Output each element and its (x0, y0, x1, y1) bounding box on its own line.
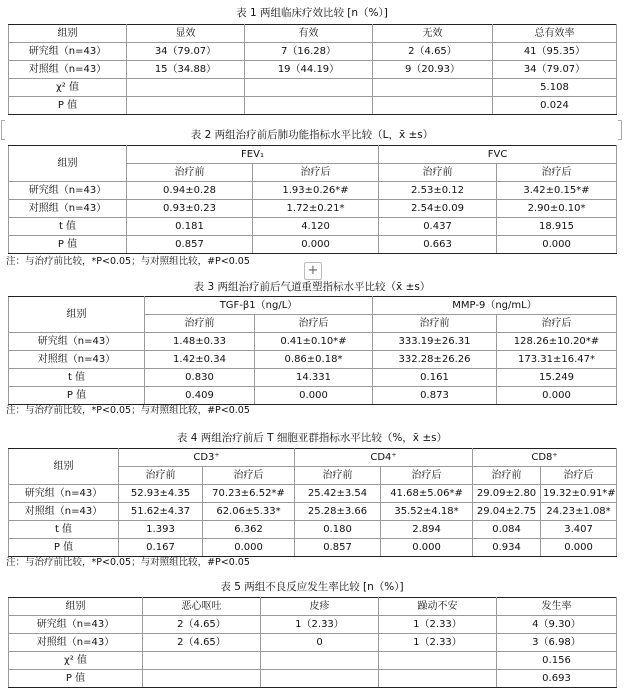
table1-cell (245, 97, 373, 115)
table5-cell: 0.693 (497, 670, 617, 688)
table5-cell (379, 652, 497, 670)
table1-header-cell: 显效 (127, 25, 245, 43)
table1 (8, 24, 617, 115)
plus-icon: + (307, 263, 319, 278)
table5-cell: 0.156 (497, 652, 617, 670)
table4-cell: 1.393 (119, 521, 203, 539)
table3-caption: 表 3 两组治疗前后气道重塑指标水平比较（x̄ ±s） (193, 281, 431, 293)
table1-header-cell: 组别 (9, 25, 127, 43)
table3-group-header: 组别 (9, 297, 145, 333)
table2-cell: 研究组（n=43） (9, 182, 127, 200)
table1-cell: 对照组（n=43） (9, 61, 127, 79)
table5-cell: 1（2.33） (379, 634, 497, 652)
table2-row (9, 182, 617, 200)
table5-header-cell: 组别 (9, 598, 143, 616)
table2-cell: 3.42±0.15*# (497, 182, 617, 200)
table1-cell (373, 97, 493, 115)
table5-cell (143, 652, 261, 670)
table5-cell (379, 670, 497, 688)
table1-cell: 研究组（n=43） (9, 43, 127, 61)
table5-cell: 1（2.33） (379, 616, 497, 634)
table5-cell: 对照组（n=43） (9, 634, 143, 652)
table1-cell: P 值 (9, 97, 127, 115)
table3-row (9, 369, 617, 387)
table2-row (9, 218, 617, 236)
table3-cell: 128.26±10.20*# (497, 333, 617, 351)
table1-cell: 34（79.07） (493, 61, 617, 79)
table4-cell: 0.084 (473, 521, 541, 539)
table2-subheader: 治疗前 (379, 164, 497, 182)
table4-subheader: 治疗后 (541, 467, 617, 485)
table1-row (9, 79, 617, 97)
table2-cell: 0.94±0.28 (127, 182, 253, 200)
table4-cell: 19.32±0.91*# (541, 485, 617, 503)
table5-cell (143, 670, 261, 688)
table1-header-cell: 无效 (373, 25, 493, 43)
table3-cell: 14.331 (255, 369, 373, 387)
table2-row (9, 236, 617, 254)
table1-cell: χ² 值 (9, 79, 127, 97)
table3-subheader: 治疗后 (497, 315, 617, 333)
table3-cell: 332.28±26.26 (373, 351, 497, 369)
table1-cell: 7（16.28） (245, 43, 373, 61)
table1-cell (127, 79, 245, 97)
table1-cell: 2（4.65） (373, 43, 493, 61)
table5-cell (261, 652, 379, 670)
table3-cell: 0.161 (373, 369, 497, 387)
table4-row (9, 503, 617, 521)
table1-cell: 5.108 (493, 79, 617, 97)
table5-cell: 研究组（n=43） (9, 616, 143, 634)
table4-cell: 25.42±3.54 (295, 485, 381, 503)
table2-cell: 2.54±0.09 (379, 200, 497, 218)
table1-cell: 19（44.19） (245, 61, 373, 79)
table2-metric-header: FEV₁ (127, 146, 379, 164)
table2-cell: 1.93±0.26*# (253, 182, 379, 200)
table2-subheader: 治疗前 (127, 164, 253, 182)
table2-cell: t 值 (9, 218, 127, 236)
table3-subheader: 治疗后 (255, 315, 373, 333)
table4-cell: 52.93±4.35 (119, 485, 203, 503)
table2-row (9, 200, 617, 218)
table2-cell: 0.000 (497, 236, 617, 254)
table5-cell: P 值 (9, 670, 143, 688)
table4-cell: 62.06±5.33* (203, 503, 295, 521)
table2-caption: 表 2 两组治疗前后肺功能指标水平比较（L，x̄ ±s） (190, 129, 434, 141)
table2-cell: 2.90±0.10* (497, 200, 617, 218)
table3-note: 注：与治疗前比较，*P<0.05；与对照组比较，#P<0.05 (6, 405, 250, 416)
table2-cell: 18.915 (497, 218, 617, 236)
table3-cell: 0.41±0.10*# (255, 333, 373, 351)
table2-cell: 0.000 (253, 236, 379, 254)
table4-cell: 41.68±5.06*# (381, 485, 473, 503)
table5-cell: 3（6.98） (497, 634, 617, 652)
table5-cell: 1（2.33） (261, 616, 379, 634)
table1-header-cell: 有效 (245, 25, 373, 43)
table3-row (9, 333, 617, 351)
table2-cell: 1.72±0.21* (253, 200, 379, 218)
table5-header-row (9, 598, 617, 616)
table5-header-cell: 躁动不安 (379, 598, 497, 616)
table3-cell: 173.31±16.47* (497, 351, 617, 369)
table4-cell: 35.52±4.18* (381, 503, 473, 521)
table1-cell: 41（95.35） (493, 43, 617, 61)
table4-cell: 0.167 (119, 539, 203, 557)
table4-subheader: 治疗前 (473, 467, 541, 485)
table5-header-cell: 发生率 (497, 598, 617, 616)
table3-metric-header: MMP-9（ng/mL） (373, 297, 617, 315)
table2-subheader: 治疗后 (497, 164, 617, 182)
table3-row (9, 387, 617, 405)
table4-cell: P 值 (9, 539, 119, 557)
table4-cell: 3.407 (541, 521, 617, 539)
table4-subheader: 治疗后 (381, 467, 473, 485)
table1-cell (373, 79, 493, 97)
table4-cell: 29.09±2.80 (473, 485, 541, 503)
table3-cell: 0.000 (255, 387, 373, 405)
table5-cell: χ² 值 (9, 652, 143, 670)
table1-header-cell: 总有效率 (493, 25, 617, 43)
table1-row (9, 97, 617, 115)
table4-cell: 0.000 (381, 539, 473, 557)
table5-row (9, 652, 617, 670)
table5-row (9, 670, 617, 688)
table5-row (9, 616, 617, 634)
table5-cell: 2（4.65） (143, 634, 261, 652)
table4-subheader: 治疗前 (295, 467, 381, 485)
table4-group-header: 组别 (9, 449, 119, 485)
table1-caption: 表 1 两组临床疗效比较 [n（%）] (236, 7, 388, 19)
table5-row (9, 634, 617, 652)
table5-cell (261, 670, 379, 688)
table4-subheader: 治疗后 (203, 467, 295, 485)
table2-cell: 0.857 (127, 236, 253, 254)
table4-cell: 51.62±4.37 (119, 503, 203, 521)
table3-cell: 研究组（n=43） (9, 333, 145, 351)
table4-row (9, 485, 617, 503)
table3-cell: 0.873 (373, 387, 497, 405)
table2-subheader: 治疗后 (253, 164, 379, 182)
table4-row (9, 539, 617, 557)
table4-metric-header: CD8⁺ (473, 449, 617, 467)
table4-metric-header: CD3⁺ (119, 449, 295, 467)
table4-cell: 0.000 (541, 539, 617, 557)
table3-cell: 对照组（n=43） (9, 351, 145, 369)
table1-cell: 34（79.07） (127, 43, 245, 61)
table3-cell: t 值 (9, 369, 145, 387)
table2-cell: P 值 (9, 236, 127, 254)
table2-cell: 0.663 (379, 236, 497, 254)
table4-cell: 0.934 (473, 539, 541, 557)
table5-cell: 4（9.30） (497, 616, 617, 634)
table4-cell: 70.23±6.52*# (203, 485, 295, 503)
table2-cell: 0.181 (127, 218, 253, 236)
table4-cell: 25.28±3.66 (295, 503, 381, 521)
table1-cell (245, 79, 373, 97)
table4-cell: 29.04±2.75 (473, 503, 541, 521)
table2-cell: 0.93±0.23 (127, 200, 253, 218)
table4-note: 注：与治疗前比较，*P<0.05；与对照组比较，#P<0.05 (6, 557, 250, 568)
table4-cell: 0.180 (295, 521, 381, 539)
table1-cell: 9（20.93） (373, 61, 493, 79)
table4-cell: 0.857 (295, 539, 381, 557)
table1-row (9, 43, 617, 61)
table5-cell: 2（4.65） (143, 616, 261, 634)
table4-cell: t 值 (9, 521, 119, 539)
table1-cell (127, 97, 245, 115)
table1-cell: 15（34.88） (127, 61, 245, 79)
table2-metric-header: FVC (379, 146, 617, 164)
table3-cell: P 值 (9, 387, 145, 405)
table3-cell: 1.48±0.33 (145, 333, 255, 351)
table3-cell: 0.86±0.18* (255, 351, 373, 369)
table2 (8, 145, 617, 254)
table1-header-row (9, 25, 617, 43)
add-row-button[interactable] (304, 262, 322, 280)
table5-caption: 表 5 两组不良反应发生率比较 [n（%）] (220, 581, 404, 593)
table3-cell: 1.42±0.34 (145, 351, 255, 369)
table2-group-header: 组别 (9, 146, 127, 182)
table4-metric-header: CD4⁺ (295, 449, 473, 467)
table2-note: 注：与治疗前比较，*P<0.05；与对照组比较，#P<0.05 (6, 256, 250, 267)
table3 (8, 296, 617, 405)
table3-cell: 333.19±26.31 (373, 333, 497, 351)
table4-caption: 表 4 两组治疗前后 T 细胞亚群指标水平比较（%，x̄ ±s） (176, 432, 448, 444)
table3-row (9, 351, 617, 369)
table2-cell: 0.437 (379, 218, 497, 236)
table3-metric-header: TGF-β1（ng/L） (145, 297, 373, 315)
table4-cell: 6.362 (203, 521, 295, 539)
table3-subheader: 治疗前 (373, 315, 497, 333)
table5-header-cell: 恶心呕吐 (143, 598, 261, 616)
table3-cell: 0.830 (145, 369, 255, 387)
table1-row (9, 61, 617, 79)
table4-header-row (9, 449, 617, 467)
table3-cell: 0.000 (497, 387, 617, 405)
table2-header-row (9, 146, 617, 164)
table3-cell: 15.249 (497, 369, 617, 387)
table3-subheader: 治疗前 (145, 315, 255, 333)
table5 (8, 597, 617, 688)
table5-header-cell: 皮疹 (261, 598, 379, 616)
table3-cell: 0.409 (145, 387, 255, 405)
table5-cell: 0 (261, 634, 379, 652)
table1-cell: 0.024 (493, 97, 617, 115)
table4 (8, 448, 617, 557)
table4-subheader: 治疗前 (119, 467, 203, 485)
table4-cell: 2.894 (381, 521, 473, 539)
table4-cell: 研究组（n=43） (9, 485, 119, 503)
table2-cell: 4.120 (253, 218, 379, 236)
table3-header-row (9, 297, 617, 315)
table4-cell: 24.23±1.08* (541, 503, 617, 521)
table4-cell: 0.000 (203, 539, 295, 557)
table4-row (9, 521, 617, 539)
table2-cell: 对照组（n=43） (9, 200, 127, 218)
table4-cell: 对照组（n=43） (9, 503, 119, 521)
table2-cell: 2.53±0.12 (379, 182, 497, 200)
